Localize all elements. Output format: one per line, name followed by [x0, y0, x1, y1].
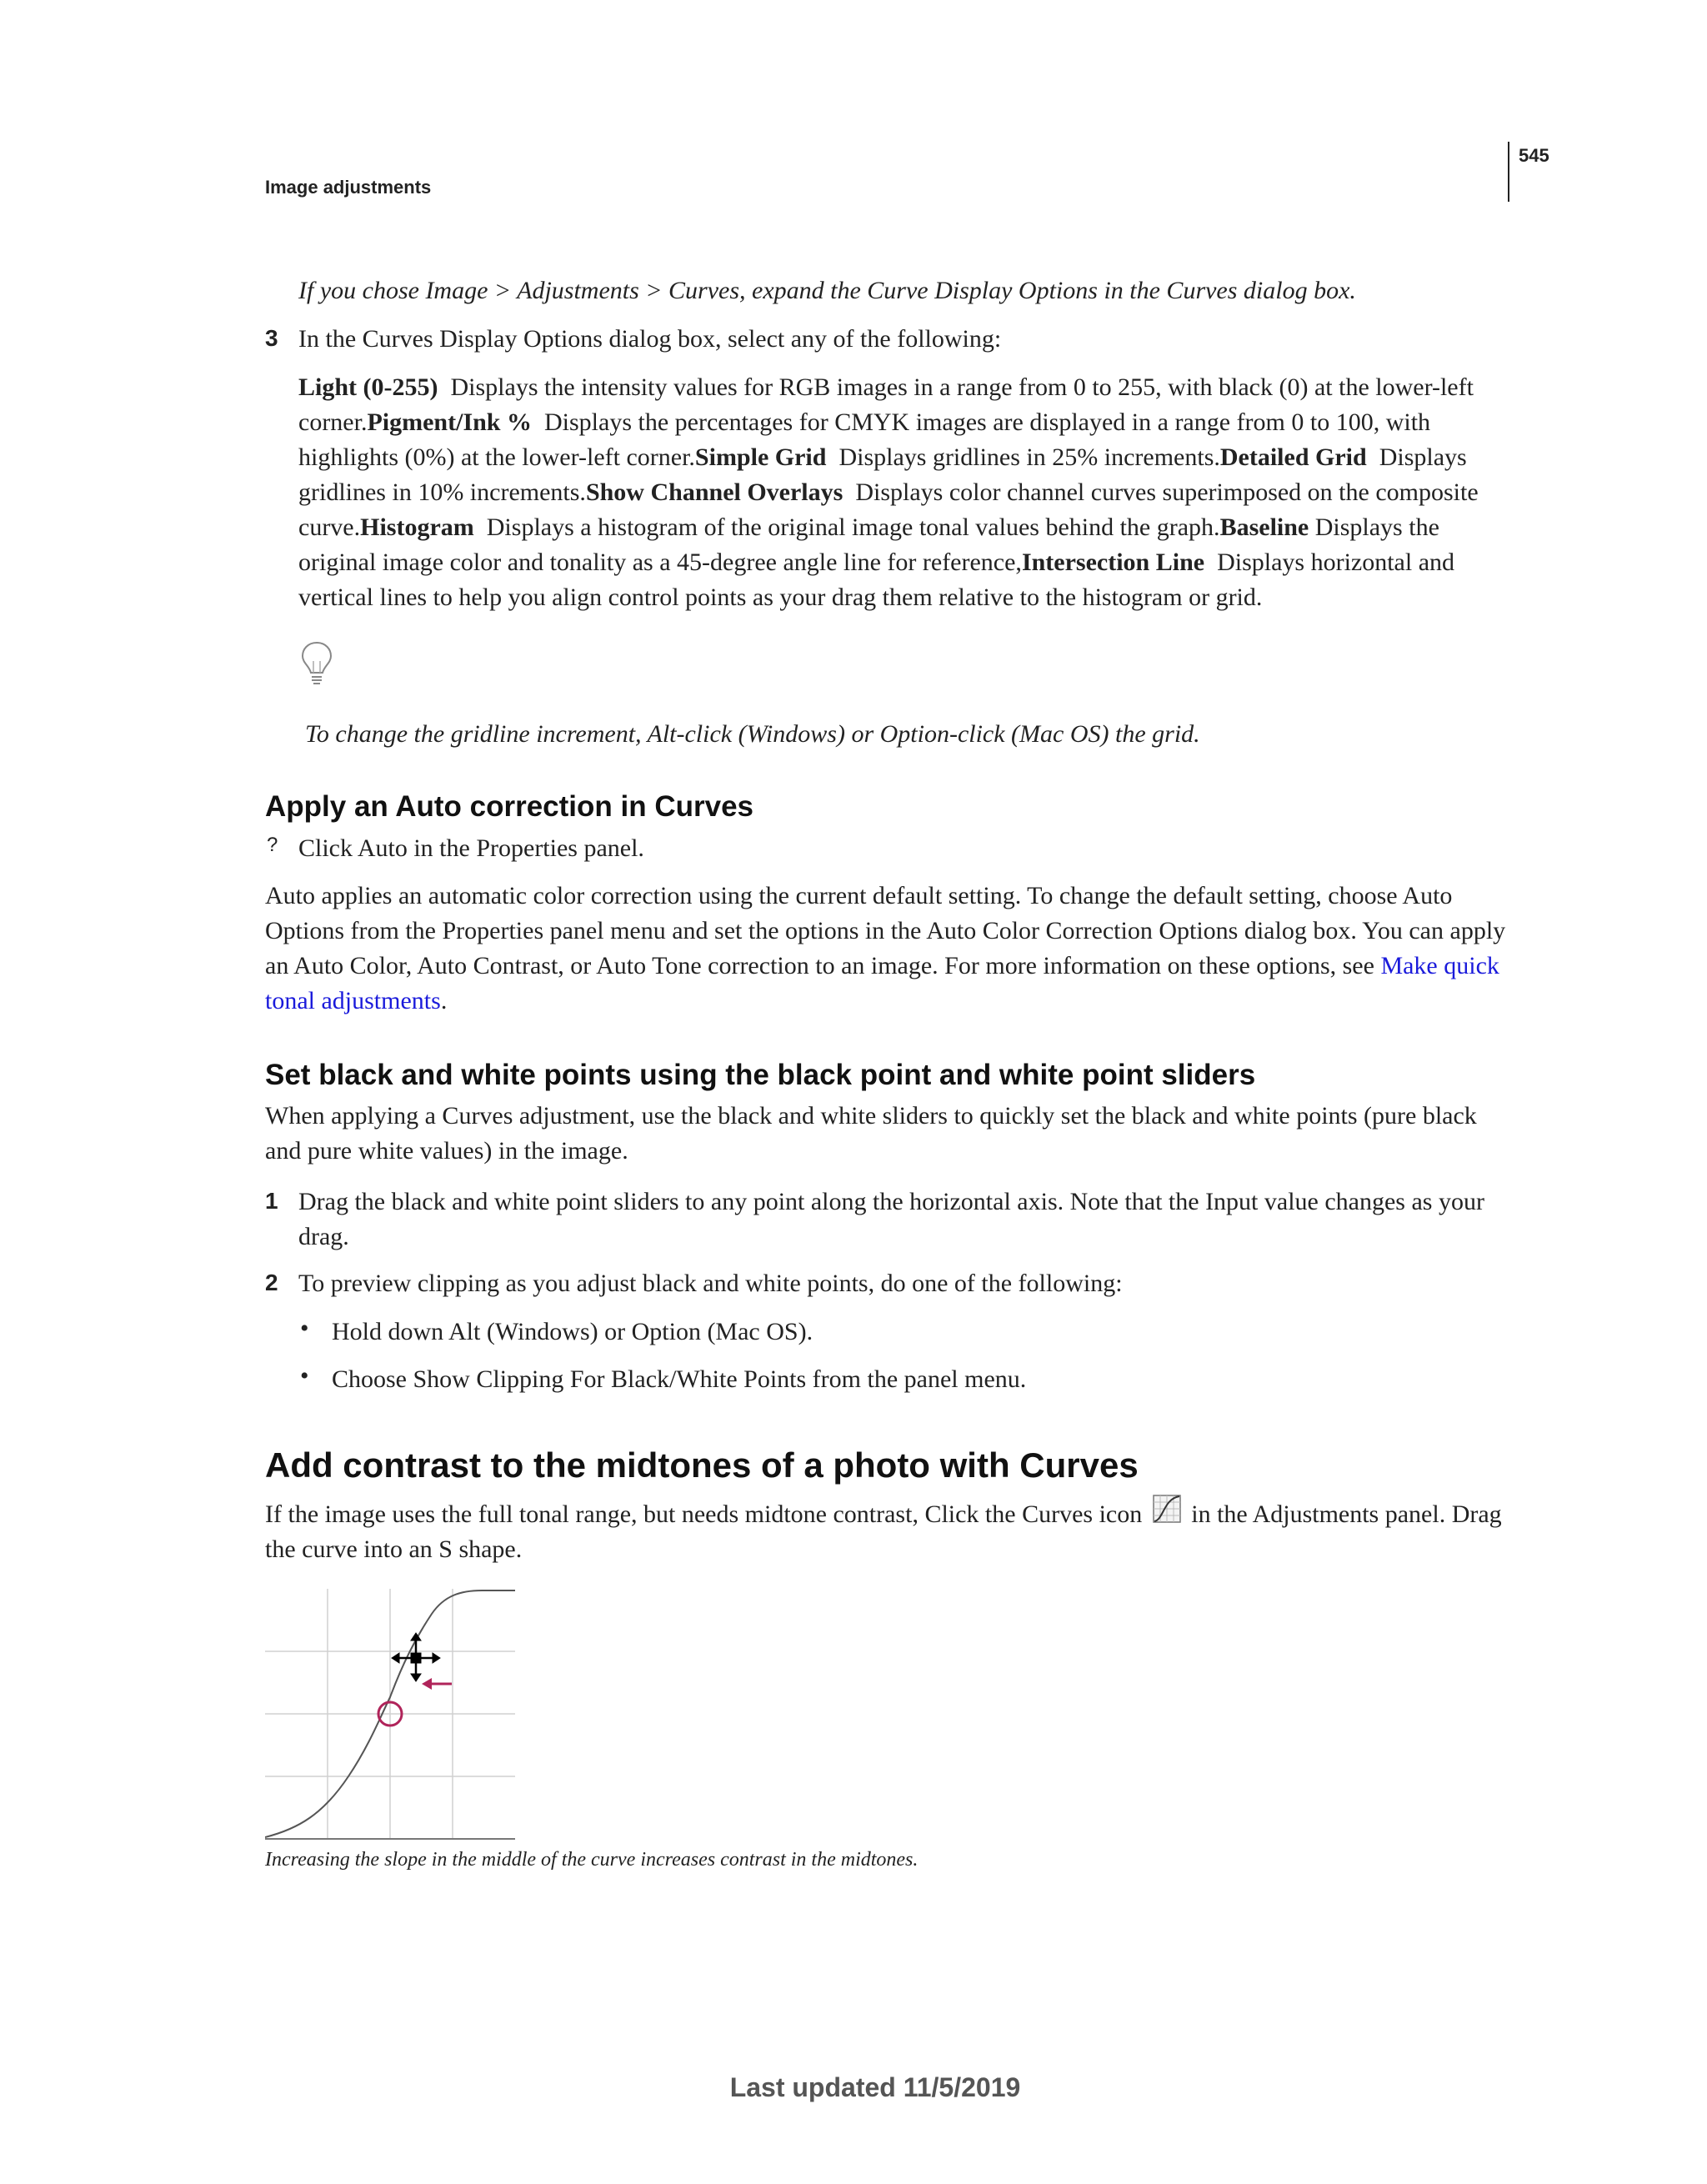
paragraph-text: in the Adjustments panel. Drag the curve into an S shape.	[265, 1500, 1502, 1563]
option-term: Intersection Line	[1021, 549, 1205, 576]
arrow-left-icon	[422, 1678, 452, 1690]
running-head: Image adjustments	[265, 177, 432, 198]
option-desc: Displays color channel curves superimposed on the composite curve.	[298, 478, 1479, 541]
paragraph-text: If the image uses the full tonal range, but needs midtone contrast, Click the Curves icon	[265, 1500, 1143, 1528]
display-options-paragraph	[298, 370, 1507, 615]
section-heading-contrast: Add contrast to the midtones of a photo with Curves	[265, 1445, 1139, 1485]
option-desc: Displays the percentages for CMYK images are displayed in a range from 0 to 100, with highlights (0%) at the lower-left corner.	[298, 408, 1431, 471]
option-desc: Displays gridlines in 10% increments.	[298, 443, 1467, 506]
option-term: Show Channel Overlays	[585, 478, 843, 506]
auto-paragraph	[265, 879, 1507, 1019]
section-heading-auto: Apply an Auto correction in Curves	[265, 790, 754, 823]
option-term: Simple Grid	[694, 443, 827, 471]
bullet-dot: •	[300, 1362, 309, 1390]
option-desc: Displays the original image color and tonality as a 45-degree angle line for reference,	[298, 513, 1439, 576]
bullet-item: Hold down Alt (Windows) or Option (Mac OS).	[332, 1318, 813, 1345]
step-bullet: ?	[267, 834, 278, 856]
black-white-paragraph: When applying a Curves adjustment, use the black and white sliders to quickly set the black and white points (pure black and pure white values) in the image.	[265, 1102, 1477, 1165]
step-text: Click Auto in the Properties panel.	[298, 834, 644, 862]
bullet-item: Choose Show Clipping For Black/White Points from the panel menu.	[332, 1365, 1027, 1393]
option-term: Baseline	[1219, 513, 1309, 541]
make-quick-tonal-adjustments-link[interactable]: Make quick tonal adjustments	[265, 952, 1499, 1014]
option-desc: Displays gridlines in 25% increments.	[838, 443, 1220, 471]
option-term: Histogram	[360, 513, 474, 541]
paragraph-text: Auto applies an automatic color correction using the current default setting. To change the default setting, choose Auto Options from the Properties panel menu and set the options in the Auto Color Correction Options dialog box. You can apply an Auto Color, Auto Contrast, or Auto Tone correction to an image. For more information on these options, see	[265, 882, 1506, 979]
step-number: 1	[265, 1188, 278, 1214]
figure-grid	[265, 1589, 515, 1839]
step-number: 2	[265, 1270, 278, 1295]
step-text: Drag the black and white point sliders to any point along the horizontal axis. Note that the Input value changes as your drag.	[298, 1188, 1484, 1250]
intro-note: If you chose Image > Adjustments > Curves, expand the Curve Display Options in the Curves dialog box.	[298, 277, 1356, 304]
option-desc: Displays the intensity values for RGB images in a range from 0 to 255, with black (0) at the lower-left corner.	[298, 373, 1474, 436]
option-term: Pigment/Ink %	[367, 408, 532, 436]
curves-icon	[1152, 1494, 1182, 1524]
step-text: To preview clipping as you adjust black and white points, do one of the following:	[298, 1270, 1123, 1297]
section-heading-black-white: Set black and white points using the black point and white point sliders	[265, 1059, 1256, 1091]
footer-last-updated: Last updated 11/5/2019	[729, 2072, 1021, 2102]
contrast-paragraph	[265, 1494, 1515, 1567]
lightbulb-icon	[300, 640, 333, 689]
option-desc: Displays a histogram of the original image tonal values behind the graph.	[486, 513, 1220, 541]
step-text: In the Curves Display Options dialog box, select any of the following:	[298, 325, 1002, 353]
bullet-dot: •	[300, 1315, 309, 1342]
paragraph-end: .	[440, 987, 448, 1014]
curves-figure	[265, 1589, 517, 1844]
figure-caption: Increasing the slope in the middle of the curve increases contrast in the midtones.	[265, 1849, 919, 1871]
option-term: Detailed Grid	[1219, 443, 1367, 471]
option-term: Light (0-255)	[298, 373, 438, 401]
header-divider	[1508, 142, 1509, 202]
tip-text: To change the gridline increment, Alt-click (Windows) or Option-click (Mac OS) the grid.	[305, 720, 1200, 748]
step-number: 3	[265, 325, 278, 351]
option-desc: Displays horizontal and vertical lines to help you align control points as your drag them relative to the histogram or grid.	[298, 549, 1455, 611]
page-number: 545	[1519, 145, 1549, 166]
